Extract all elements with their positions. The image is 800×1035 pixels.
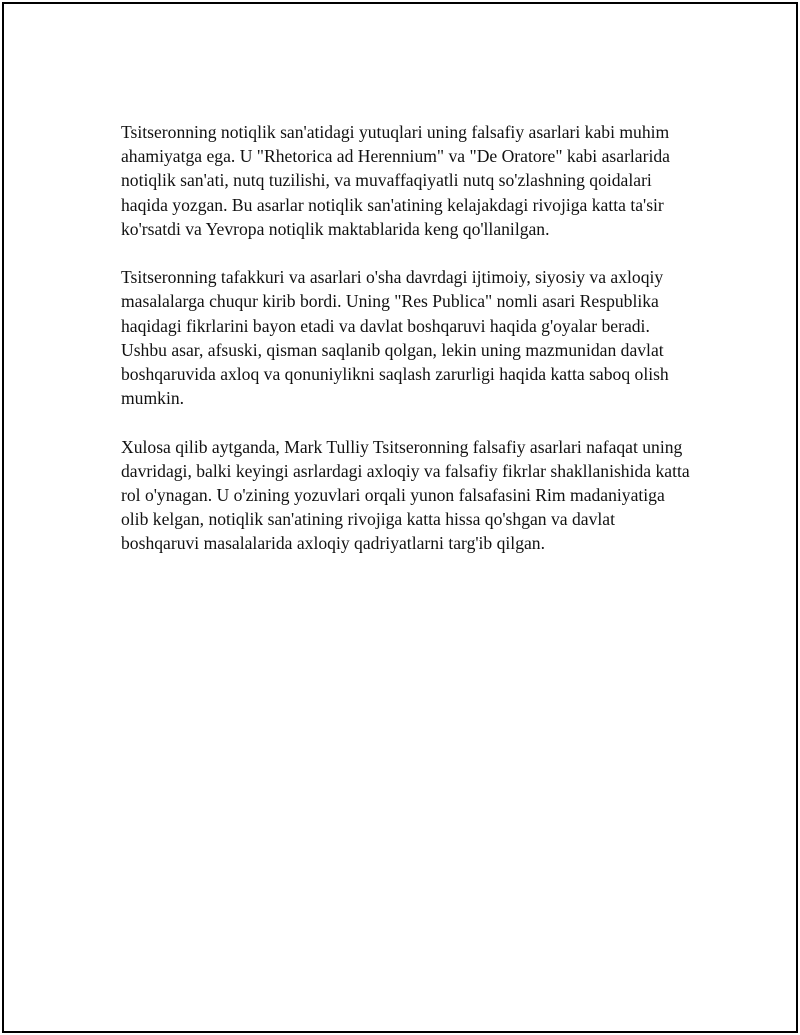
paragraph-2: Tsitseronning tafakkuri va asarlari o'sha davrdagi ijtimoiy, siyosiy va axloqiy masalalarga chuqur kirib bordi. Uning "Res Publica" nomli asari Respublika haqidagi fikrlarini bayon etadi va davlat boshqaruvi haqida g'oyalar beradi. Ushbu asar, afsuski, qisman saqlanib qolgan, lekin uning mazmunidan davlat boshqaruvida axloq va qonuniylikni saqlash zarurligi haqida katta saboq olish mumkin. — [121, 267, 669, 409]
paragraph-3: Xulosa qilib aytganda, Mark Tulliy Tsitseronning falsafiy asarlari nafaqat uning davridagi, balki keyingi asrlardagi axloqiy va falsafiy fikrlar shakllanishida katta rol o'ynagan. U o'zining yozuvlari orqali yunon falsafasini Rim madaniyatiga olib kelgan, notiqlik san'atining rivojiga katta hissa qo'shgan va davlat boshqaruvi masalalarida axloqiy qadriyatlarni targ'ib qilgan. — [121, 436, 690, 554]
document-page — [2, 2, 798, 1033]
paragraph-1: Tsitseronning notiqlik san'atidagi yutuqlari uning falsafiy asarlari kabi muhim ahamiyatga ega. U "Rhetorica ad Herennium" va "De Oratore" kabi asarlarida notiqlik san'ati, nutq tuzilishi, va muvaffaqiyatli nutq so'zlashning qoidalari haqida yozgan. Bu asarlar notiqlik san'atining kelajakdagi rivojiga katta ta'sir ko'rsatdi va Yevropa notiqlik maktablarida keng qo'llanilgan. — [121, 122, 670, 239]
body-text — [121, 120, 693, 580]
